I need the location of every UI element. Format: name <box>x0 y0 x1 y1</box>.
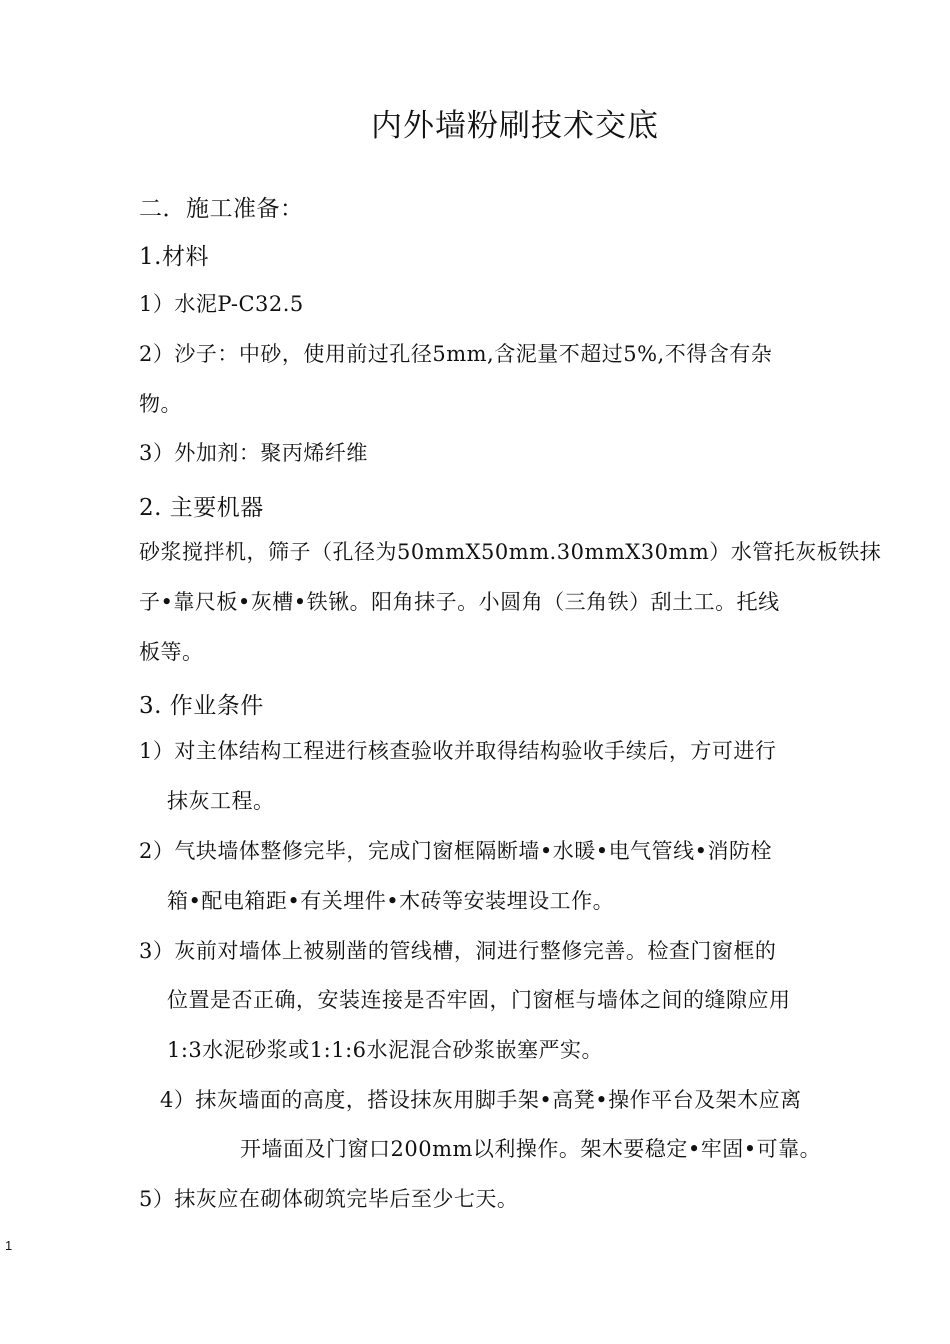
conditions-line: 箱•配电箱距•有关埋件•木砖等安装埋设工作。 <box>167 889 615 913</box>
materials-item-sand-continued: 物。 <box>139 392 182 416</box>
conditions-line: 1）对主体结构工程进行核查验收并取得结构验收手续后，方可进行 <box>139 739 777 763</box>
conditions-line: 3）灰前对墙体上被剔凿的管线槽，洞进行整修完善。检查门窗框的 <box>139 939 777 963</box>
conditions-line: 开墙面及门窗口200mm以利操作。架木要稳定•牢固•可靠。 <box>240 1137 822 1161</box>
machines-line: 子•靠尺板•灰槽•铁锹。阳角抹子。小圆角（三角铁）刮土工。托线 <box>139 590 780 614</box>
machines-line: 砂浆搅拌机，筛子（孔径为50mmX50mm.30mmX30mm）水管托灰板铁抹 <box>139 540 882 564</box>
conditions-line: 4）抹灰墙面的高度，搭设抹灰用脚手架•高凳•操作平台及架木应离 <box>160 1088 802 1112</box>
conditions-line: 抹灰工程。 <box>167 789 275 813</box>
page-number: 1 <box>5 1238 13 1253</box>
conditions-line: 1:3水泥砂浆或1:1:6水泥混合砂浆嵌塞严实。 <box>167 1038 604 1062</box>
section-heading: 二．施工准备： <box>139 196 304 222</box>
materials-item-sand: 2）沙子：中砂，使用前过孔径5mm,含泥量不超过5%,不得含有杂 <box>139 342 773 366</box>
document-title: 内外墙粉刷技术交底 <box>371 108 659 144</box>
conditions-line: 5）抹灰应在砌体砌筑完毕后至少七天。 <box>139 1187 519 1211</box>
conditions-heading: 3. 作业条件 <box>139 693 264 719</box>
conditions-line: 2）气块墙体整修完毕，完成门窗框隔断墙•水暖•电气管线•消防栓 <box>139 839 773 863</box>
machines-heading: 2. 主要机器 <box>139 495 264 521</box>
materials-heading: 1.材料 <box>139 244 209 270</box>
materials-item-additive: 3）外加剂：聚丙烯纤维 <box>139 441 368 465</box>
machines-line: 板等。 <box>139 640 204 664</box>
materials-item-cement: 1）水泥P-C32.5 <box>139 292 304 316</box>
conditions-line: 位置是否正确，安装连接是否牢固，门窗框与墙体之间的缝隙应用 <box>167 988 791 1012</box>
